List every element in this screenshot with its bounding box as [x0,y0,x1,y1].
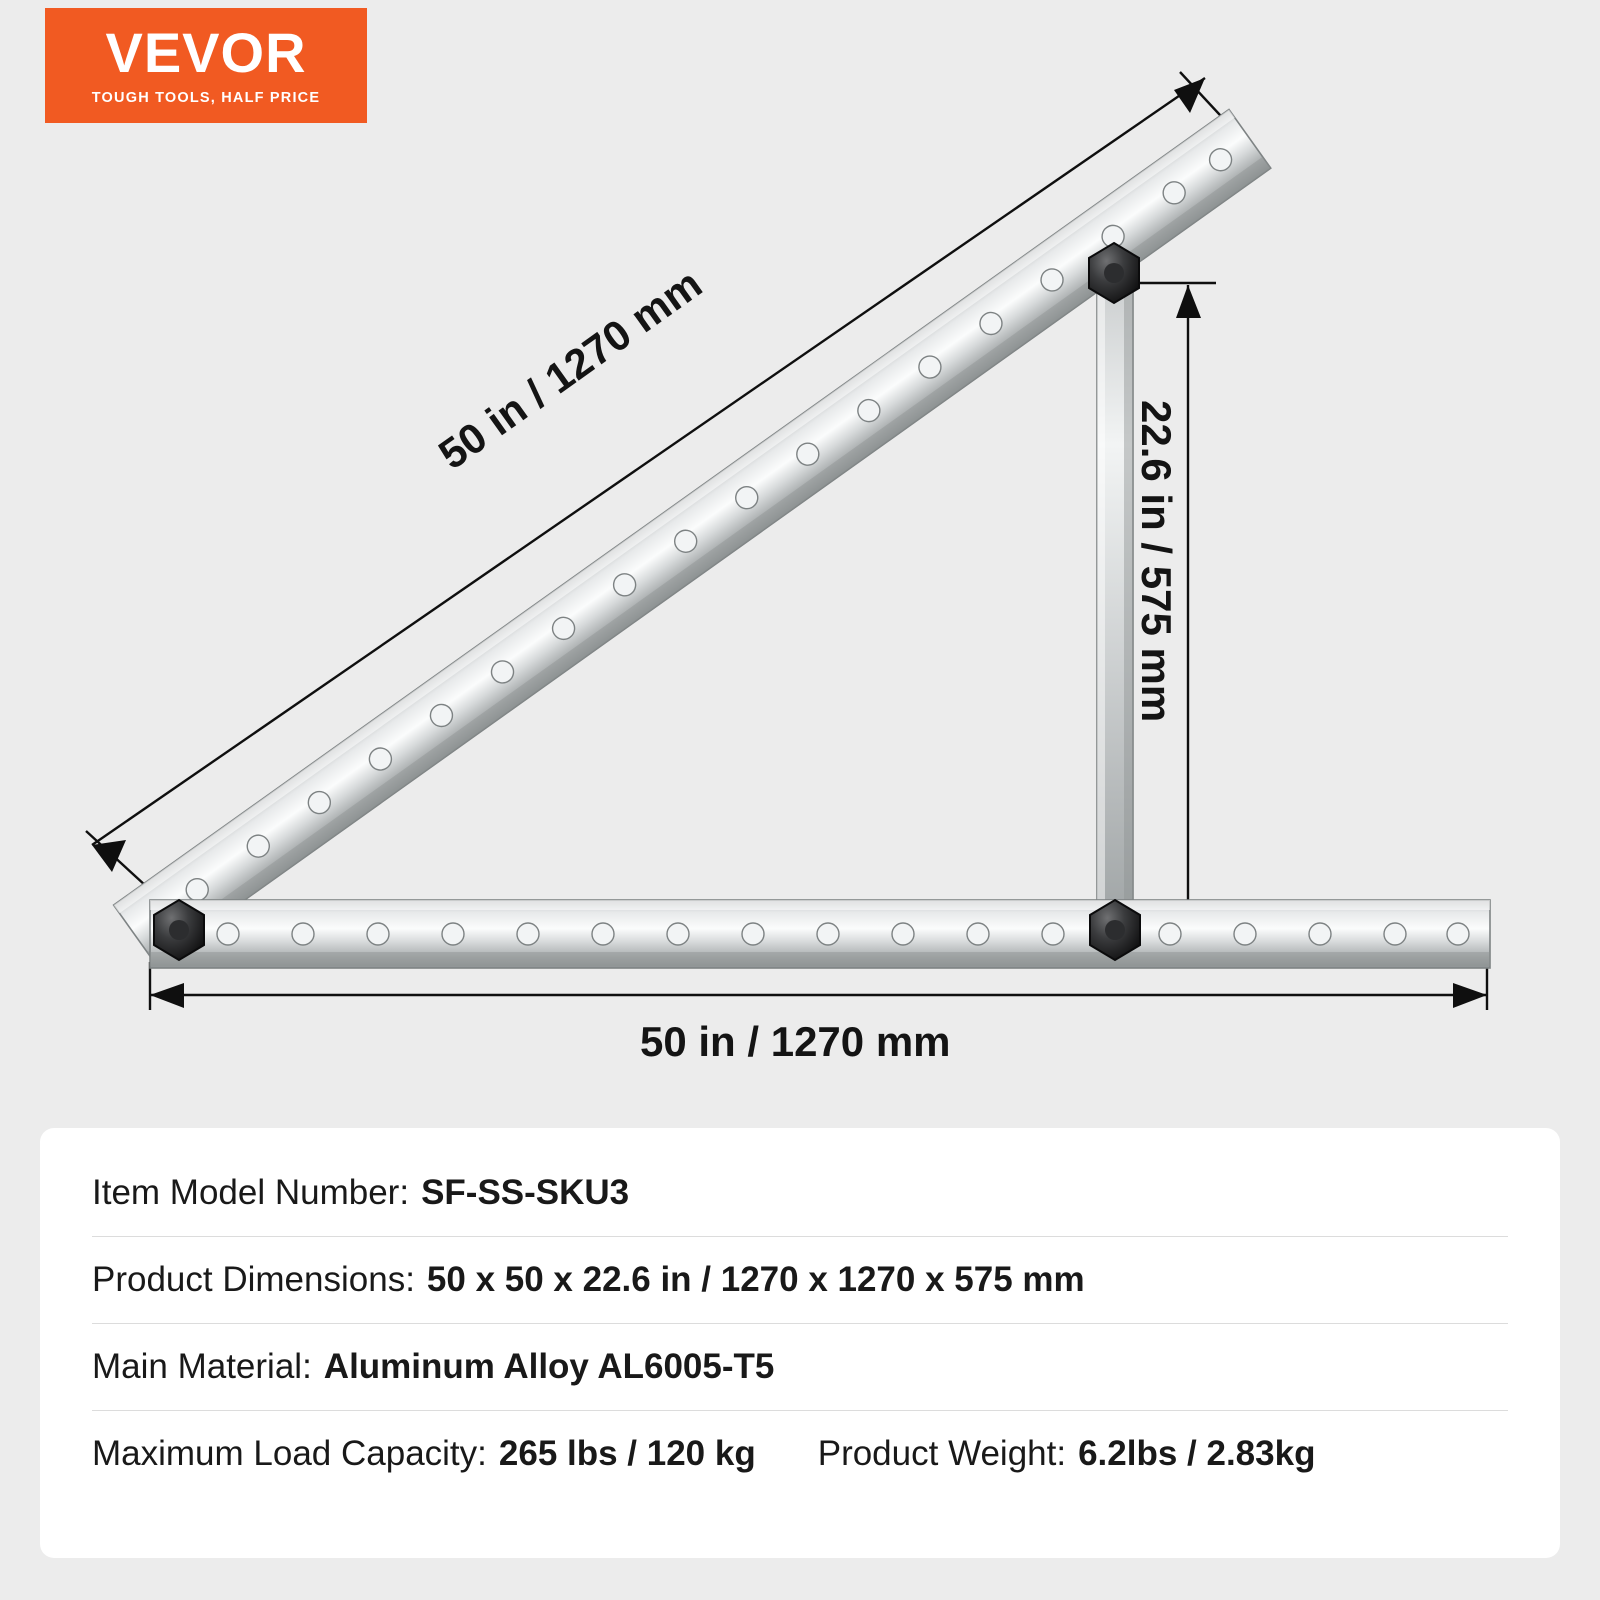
spec-value-material: Aluminum Alloy AL6005-T5 [323,1347,775,1386]
brand-tagline: TOUGH TOOLS, HALF PRICE [91,90,321,106]
spec-row-material [92,1324,1508,1411]
spec-value-dimensions: 50 x 50 x 22.6 in / 1270 x 1270 x 575 mm [426,1260,1085,1299]
spec-row-model [92,1150,1508,1237]
base-rail [150,900,1490,968]
spec-value-weight: 6.2lbs / 2.83kg [1078,1434,1316,1473]
spec-label-model: Item Model Number: [92,1173,410,1212]
brand-name: VEVOR [105,21,307,84]
spec-label-weight: Product Weight: [817,1434,1067,1473]
dimension-label-height: 22.6 in / 575 mm [1133,400,1180,723]
spec-value-model: SF-SS-SKU3 [421,1173,630,1212]
spec-row-dimensions [92,1237,1508,1324]
dimension-label-base: 50 in / 1270 mm [640,1018,951,1065]
specification-card [40,1128,1560,1558]
spec-row-load-weight [92,1411,1508,1497]
spec-group-weight [818,1434,1316,1474]
spec-label-dimensions: Product Dimensions: [92,1260,415,1299]
spec-value-load: 265 lbs / 120 kg [498,1434,756,1473]
dimension-label-hypotenuse: 50 in / 1270 mm [430,259,711,479]
dimension-lines [86,72,1487,1010]
spec-group-load [92,1434,756,1474]
spec-label-load: Maximum Load Capacity: [92,1434,487,1473]
spec-label-material: Main Material: [92,1347,312,1386]
vertical-strut [1097,272,1133,962]
